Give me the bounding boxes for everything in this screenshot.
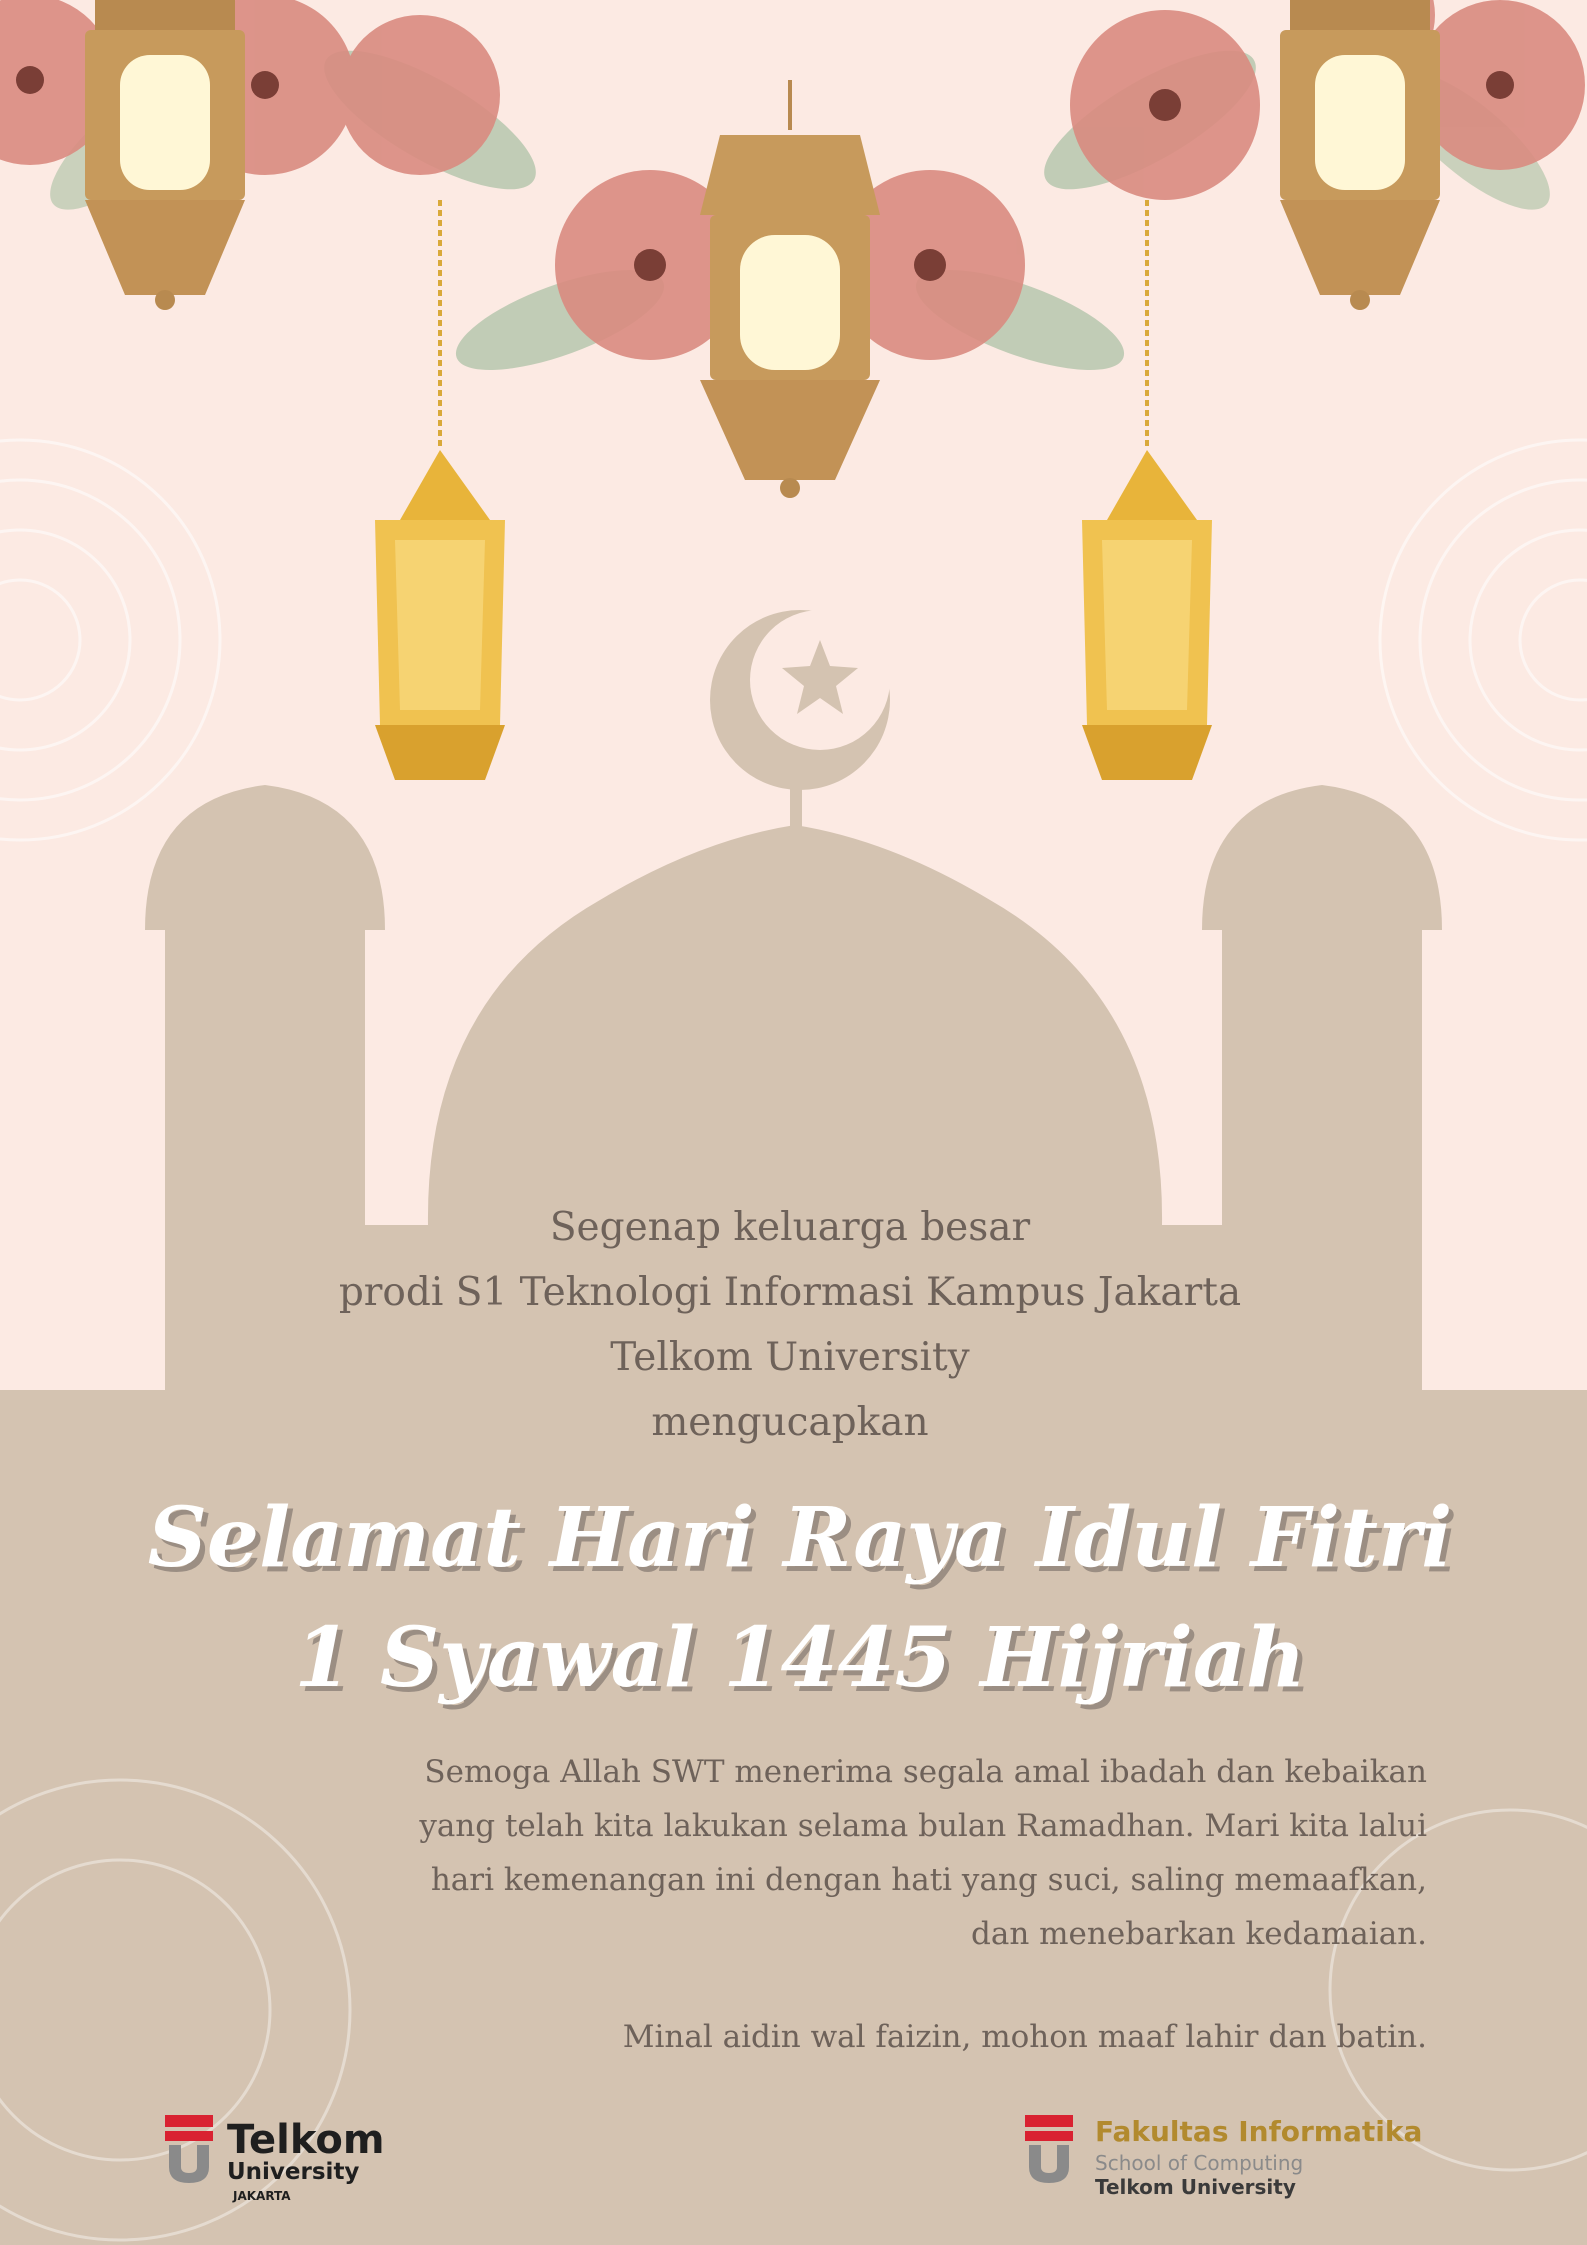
faculty-logo-name: Fakultas Informatika: [1095, 2115, 1423, 2148]
message-text: [277, 1745, 1427, 1961]
telkom-logo-sub: University: [227, 2159, 360, 2185]
lantern-top-center-icon: [700, 80, 880, 498]
faculty-logo-sub2: Telkom University: [1095, 2175, 1296, 2199]
mandala-right-decoration: [1380, 440, 1587, 840]
mandala-left-decoration: [0, 440, 220, 840]
lantern-hanging-right-icon: [1082, 200, 1212, 780]
message-line-2: yang telah kita lakukan selama bulan Ramadhan. Mari kita lalui: [419, 1808, 1427, 1844]
greeting-line-2: prodi S1 Teknologi Informasi Kampus Jakarta: [338, 1270, 1242, 1315]
title-line-2: 1 Syawal 1445 Hijriah: [294, 1610, 1306, 1706]
faculty-logo-sub1: School of Computing: [1095, 2151, 1304, 2175]
message-line-3: hari kemenangan ini dengan hati yang suci, saling memaafkan,: [430, 1862, 1427, 1898]
greeting-line-3: Telkom University: [610, 1335, 970, 1380]
faculty-logo-icon: [1025, 2115, 1080, 2185]
telkom-logo-icon: [165, 2115, 220, 2185]
lantern-top-right-icon: [1280, 0, 1440, 310]
telkom-logo-name: Telkom: [227, 2117, 385, 2163]
greeting-line-4: mengucapkan: [651, 1400, 929, 1445]
fakultas-informatika-logo: [1025, 2115, 1423, 2205]
greeting-line-1: Segenap keluarga besar: [549, 1205, 1031, 1250]
closing-text: Minal aidin wal faizin, mohon maaf lahir dan batin.: [622, 2019, 1427, 2055]
lantern-hanging-left-icon: [375, 200, 505, 780]
eid-title: [120, 1478, 1480, 1718]
telkom-logo-city: JAKARTA: [233, 2189, 291, 2203]
telkom-university-logo: [165, 2115, 385, 2205]
message-line-4: dan menebarkan kedamaian.: [971, 1916, 1427, 1952]
title-line-1: Selamat Hari Raya Idul Fitri: [147, 1490, 1453, 1586]
message-line-1: Semoga Allah SWT menerima segala amal ibadah dan kebaikan: [424, 1754, 1427, 1790]
greeting-text: [240, 1195, 1340, 1455]
lantern-top-left-icon: [85, 0, 245, 310]
crescent-star-icon: [710, 610, 890, 790]
